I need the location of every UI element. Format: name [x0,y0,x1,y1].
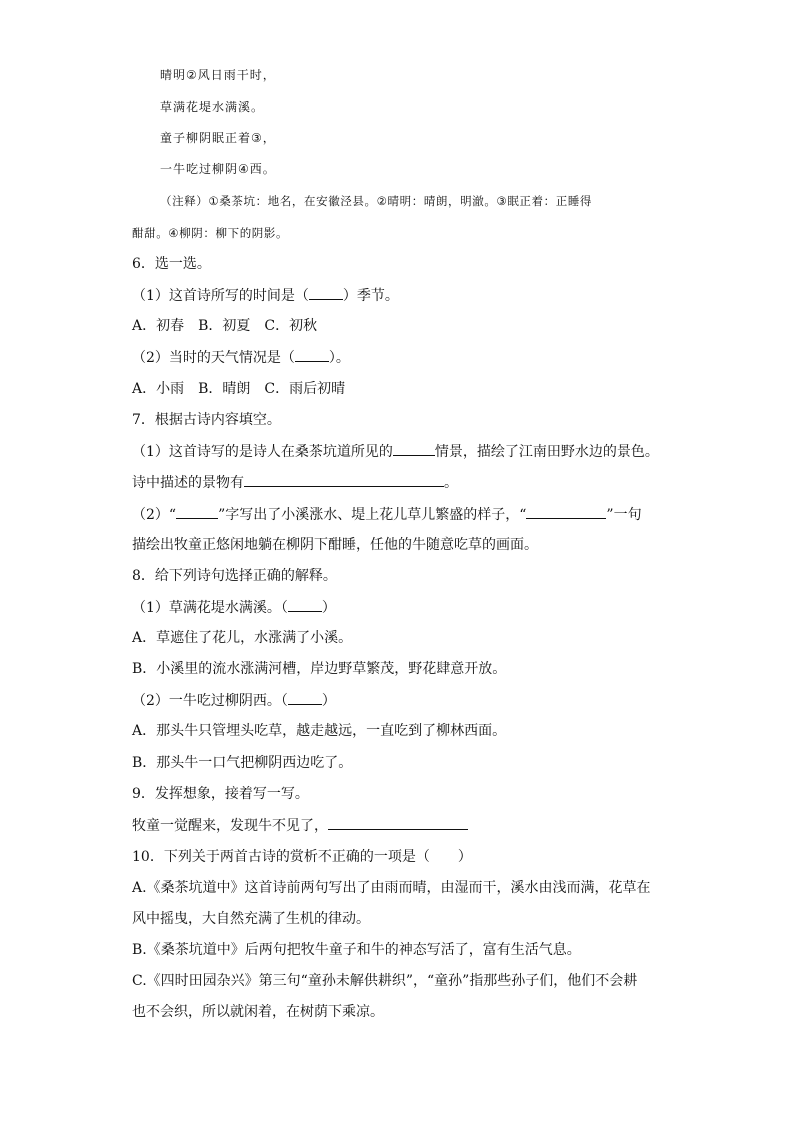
answer-blank[interactable] [288,691,322,705]
answer-blank[interactable] [244,473,444,487]
question-9-prompt [132,816,468,835]
question-9-prompt-text: 牧童一觉醒来，发现牛不见了， [132,818,328,834]
question-6-2 [132,348,350,367]
question-10-option-a-line2: 风中摇曳，大自然充满了生机的律动。 [132,911,370,927]
question-7-1-line2-text: 诗中描述的景物有 [132,475,244,491]
note-line-1: （注释）①桑茶坑：地名，在安徽泾县。②晴明：晴朗，明澈。③眠正着：正睡得 [160,194,593,208]
question-8-2-text-end: ） [321,693,336,709]
question-6-1-text: （1）这首诗所写的时间是（ [132,288,309,304]
question-8-1 [132,598,336,617]
question-7-1-text: （1）这首诗写的是诗人在桑茶坑道所见的 [132,444,393,460]
question-7-1 [132,442,659,461]
question-10-title: 10．下列关于两首古诗的赏析不正确的一项是（ ） [132,849,472,865]
question-7-2-text-mid: ”字写出了小溪涨水、堤上花儿草儿繁盛的样子，“ [218,507,527,523]
question-7-1-line2-end: 。 [444,475,458,491]
question-9-title: 9．发挥想象，接着写一写。 [132,786,309,802]
question-8-2 [132,691,336,710]
question-6-2-text: （2）当时的天气情况是（ [132,350,295,366]
answer-blank[interactable] [295,348,329,362]
answer-blank[interactable] [393,442,435,456]
question-6-1-options: A．初春 B．初夏 C．初秋 [132,318,318,334]
question-8-1-option-a: A．草遮住了花儿，水涨满了小溪。 [132,630,353,646]
answer-blank[interactable] [328,816,468,830]
answer-blank[interactable] [526,505,606,519]
question-7-2 [132,505,642,524]
question-7-1-line2 [132,473,458,492]
note-line-2: 酣甜。④柳阴：柳下的阴影。 [132,226,289,240]
question-6-2-text-end: ）。 [328,350,350,366]
question-8-1-text: （1）草满花堤水满溪。（ [132,600,288,616]
question-8-2-option-b: B．那头牛一口气把柳阴西边吃了。 [132,755,353,771]
poem-line-3: 草满花堤水满溪。 [160,100,265,114]
question-6-title: 6．选一选。 [132,256,211,272]
question-10-option-b: B.《桑茶坑道中》后两句把牧牛童子和牛的神态写活了，富有生活气息。 [132,942,581,958]
question-6-1 [132,286,399,305]
poem-line-5: 一牛吃过柳阴④西。 [160,162,276,176]
question-7-2-text: （2）“ [132,507,177,523]
answer-blank[interactable] [288,598,322,612]
question-6-2-options: A．小雨 B．晴朗 C．雨后初晴 [132,381,346,397]
question-7-2-line2: 描绘出牧童正悠闲地躺在柳阴下酣睡，任他的牛随意吃草的画面。 [132,537,538,553]
question-8-2-option-a: A．那头牛只管埋头吃草，越走越远，一直吃到了柳林西面。 [132,723,507,739]
question-8-2-text: （2）一牛吃过柳阴西。（ [132,693,288,709]
question-6-1-text-end: ）季节。 [342,288,399,304]
poem-line-4: 童子柳阴眠正着③， [160,131,276,145]
question-7-1-text-end: 情景，描绘了江南田野水边的景色。 [434,444,659,460]
answer-blank[interactable] [309,286,343,300]
question-10-option-c-line2: 也不会织，所以就闲着，在树荫下乘凉。 [132,1004,384,1020]
question-7-2-text-end: ”一句 [606,507,642,523]
question-8-1-text-end: ） [321,600,336,616]
question-8-title: 8．给下列诗句选择正确的解释。 [132,568,337,584]
poem-line-2: 晴明②风日雨干时， [160,68,276,82]
question-8-1-option-b: B．小溪里的流水涨满河槽，岸边野草繁茂，野花肆意开放。 [132,661,507,677]
answer-blank[interactable] [176,505,218,519]
question-10-option-a-line1: A.《桑茶坑道中》这首诗前两句写出了由雨而晴，由湿而干，溪水由浅而满，花草在 [132,880,651,896]
question-10-option-c-line1: C.《四时田园杂兴》第三句“童孙未解供耕织”，“童孙”指那些孙子们，他们不会耕 [132,973,638,989]
question-7-title: 7．根据古诗内容填空。 [132,412,281,428]
